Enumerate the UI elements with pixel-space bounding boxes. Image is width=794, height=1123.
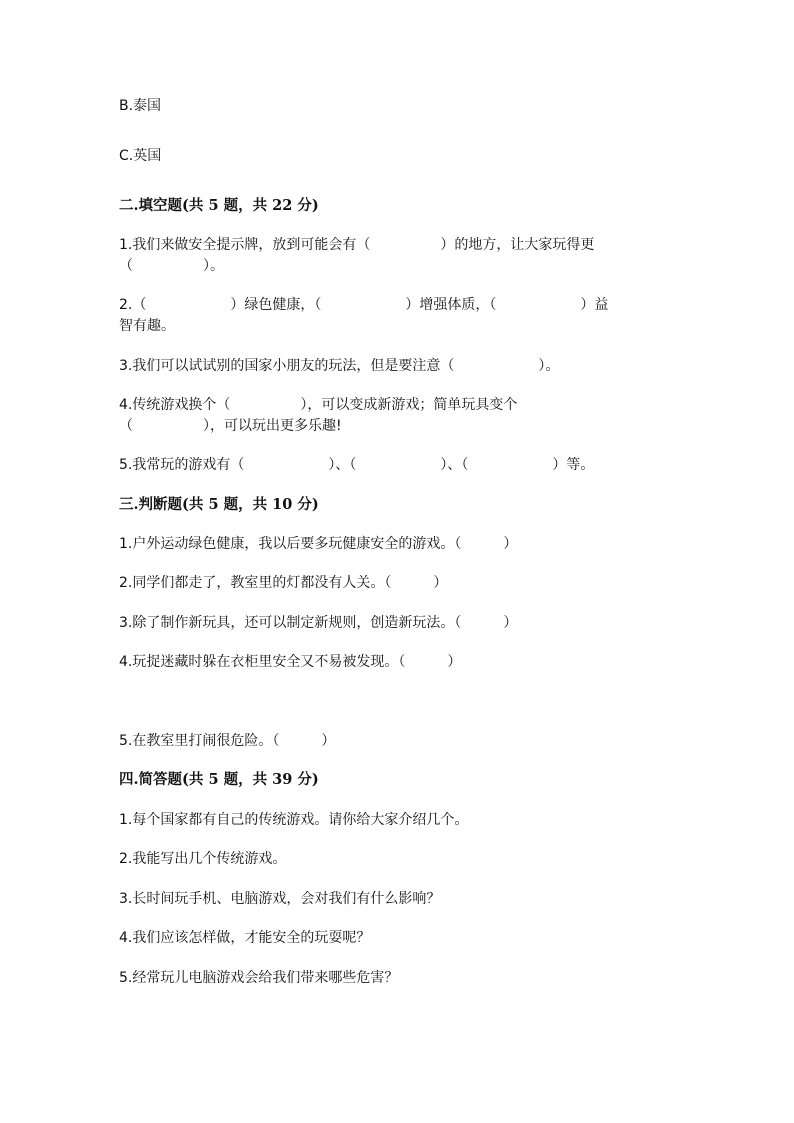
fill-q3: 3.我们可以试试别的国家小朋友的玩法，但是要注意（ ）。 (119, 358, 560, 374)
short-q5: 5.经常玩儿电脑游戏会给我们带来哪些危害？ (119, 970, 399, 986)
judge-q3: 3.除了制作新玩具，还可以制定新规则，创造新玩法。（ ） (119, 615, 518, 631)
judge-q5: 5.在教室里打闹很危险。（ ） (119, 733, 336, 749)
option-c: C.英国 (119, 148, 162, 164)
fill-q4-line1: 4.传统游戏换个（ ），可以变成新游戏；简单玩具变个 (119, 397, 518, 413)
judge-q1: 1.户外运动绿色健康，我以后要多玩健康安全的游戏。（ ） (119, 536, 518, 552)
fill-q5: 5.我常玩的游戏有（ ）、（ ）、（ ）等。 (119, 457, 595, 473)
section-3-heading: 三.判断题(共 5 题，共 10 分) (119, 496, 319, 513)
fill-q4-line2: （ ），可以玩出更多乐趣! (119, 418, 342, 434)
fill-q2-line1: 2.（ ）绿色健康，（ ）增强体质，（ ）益 (119, 297, 609, 313)
fill-q1-line1: 1.我们来做安全提示牌，放到可能会有（ ）的地方，让大家玩得更 (119, 237, 595, 253)
fill-q2-line2: 智有趣。 (119, 318, 175, 334)
option-b: B.泰国 (119, 98, 162, 114)
short-q1: 1.每个国家都有自己的传统游戏。请你给大家介绍几个。 (119, 812, 469, 828)
judge-q2: 2.同学们都走了，教室里的灯都没有人关。（ ） (119, 575, 448, 591)
fill-q1-line2: （ ）。 (119, 258, 224, 274)
judge-q4: 4.玩捉迷藏时躲在衣柜里安全又不易被发现。（ ） (119, 654, 462, 670)
section-4-heading: 四.简答题(共 5 题，共 39 分) (119, 771, 319, 788)
short-q3: 3.长时间玩手机、电脑游戏，会对我们有什么影响？ (119, 891, 441, 907)
short-q4: 4.我们应该怎样做，才能安全的玩耍呢？ (119, 930, 371, 946)
section-2-heading: 二.填空题(共 5 题，共 22 分) (119, 197, 319, 214)
short-q2: 2.我能写出几个传统游戏。 (119, 851, 287, 867)
